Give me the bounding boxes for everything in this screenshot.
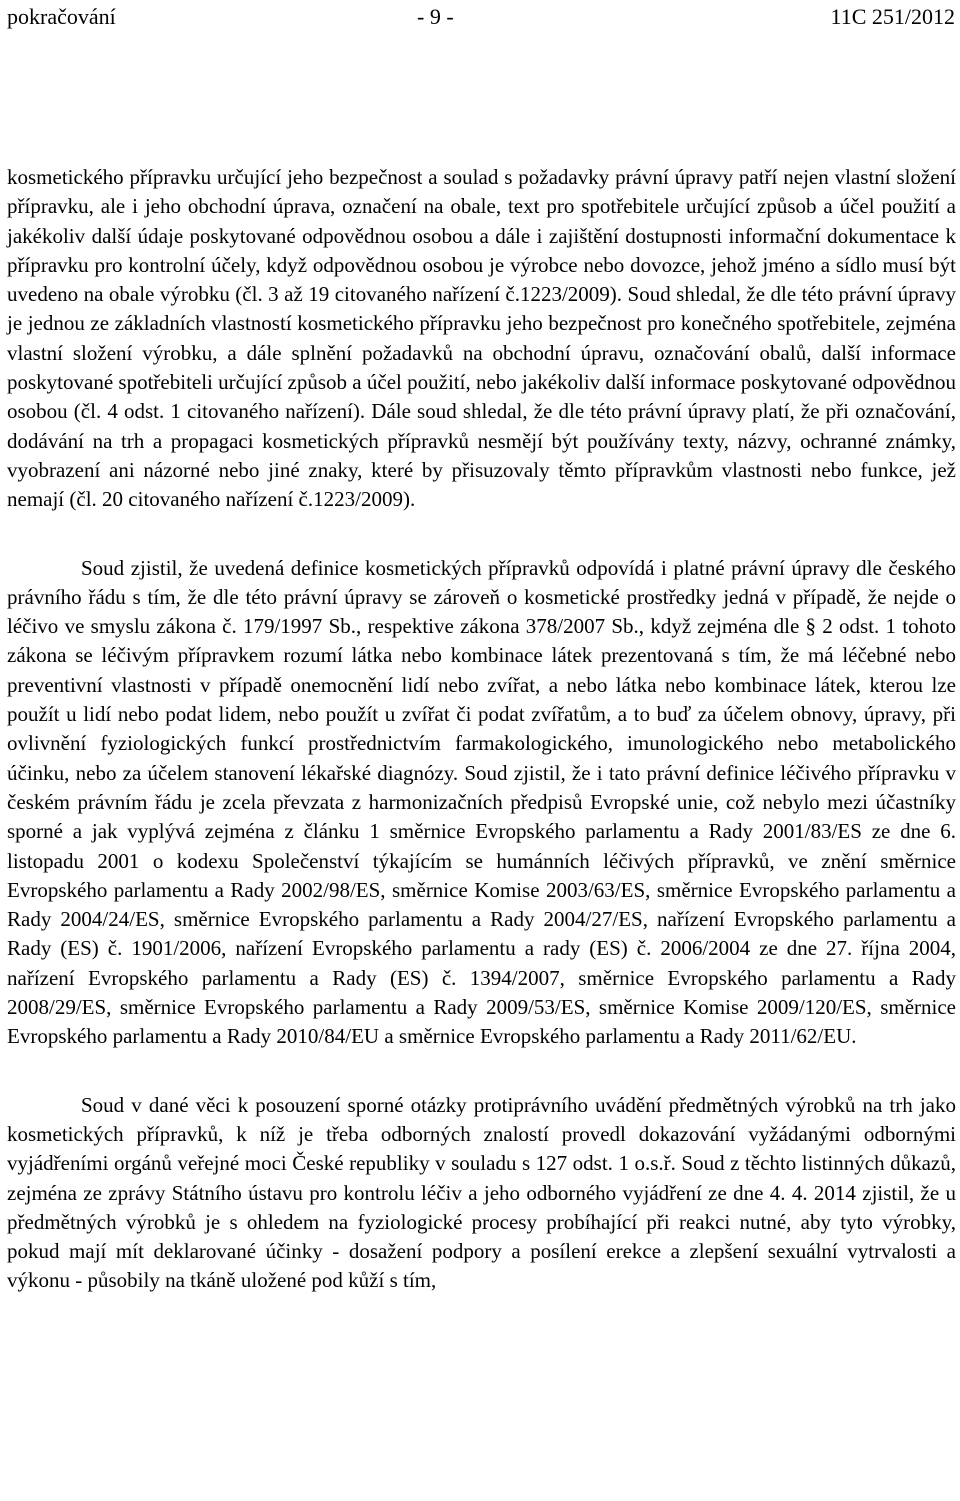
- page-header: [7, 2, 955, 32]
- header-continuation: pokračování: [7, 4, 116, 29]
- case-number: 11C 251/2012: [830, 4, 955, 29]
- document-body: [7, 163, 956, 1296]
- paragraph-1: kosmetického přípravku určující jeho bezpečnost a soulad s požadavky právní úpravy patří nejen vlastní složení přípravku, ale i jeho obchodní úprava, označení na obale, text pro spotřebitele určující způsob a účel použití a jakékoliv další údaje poskytované odpovědnou osobou a dále i zajištění dostupnosti informační dokumentace k přípravku pro kontrolní účely, když odpovědnou osobou je výrobce nebo dovozce, jehož jméno a sídlo musí být uvedeno na obale výrobku (čl. 3 až 19 citovaného nařízení č.1223/2009). Soud shledal, že dle této právní úpravy je jednou ze základních vlastností kosmetického přípravku jeho bezpečnost pro konečného spotřebitele, zejména vlastní složení výrobku, a dále splnění požadavků na obchodní úpravu, označování obalů, další informace poskytované spotřebiteli určující způsob a účel použití, nebo jakékoliv další informace poskytované odpovědnou osobou (čl. 4 odst. 1 citovaného nařízení). Dále soud shledal, že dle této právní úpravy platí, že při označování, dodávání na trh a propagaci kosmetických přípravků nesmějí být používány texty, názvy, ochranné známky, vyobrazení ani názorné nebo jiné znaky, které by přisuzovaly těmto přípravkům vlastnosti nebo funkce, jež nemají (čl. 20 citovaného nařízení č.1223/2009).: [7, 165, 956, 512]
- paragraph-2: Soud zjistil, že uvedená definice kosmetických přípravků odpovídá i platné právní úpravy dle českého právního řádu s tím, že dle této právní úpravy se zároveň o kosmetické prostředky jedná v případě, že nejde o léčivo ve smyslu zákona č. 179/1997 Sb., respektive zákona 378/2007 Sb., když zejména dle § 2 odst. 1 tohoto zákona se léčivým přípravkem rozumí látka nebo kombinace látek prezentovaná s tím, že má léčebné nebo preventivní vlastnosti v případě onemocnění lidí nebo zvířat, a nebo látka nebo kombinace látek, kterou lze použít u lidí nebo podat lidem, nebo použít u zvířat či podat zvířatům, a to buď za účelem obnovy, úpravy, při ovlivnění fyziologických funkcí prostřednictvím farmakologického, imunologického nebo metabolického účinku, nebo za účelem stanovení lékařské diagnózy. Soud zjistil, že i tato právní definice léčivého přípravku v českém právním řádu je zcela převzata z harmonizačních předpisů Evropské unie, což nebylo mezi účastníky sporné a jak vyplývá zejména z článku 1 směrnice Evropského parlamentu a Rady 2001/83/ES ze dne 6. listopadu 2001 o kodexu Společenství týkajícím se humánních léčivých přípravků, ve znění směrnice Evropského parlamentu a Rady 2002/98/ES, směrnice Komise 2003/63/ES, směrnice Evropského parlamentu a Rady 2004/24/ES, směrnice Evropského parlamentu a Rady 2004/27/ES, nařízení Evropského parlamentu a Rady (ES) č. 1901/2006, nařízení Evropského parlamentu a rady (ES) č. 2006/2004 ze dne 27. října 2004, nařízení Evropského parlamentu a Rady (ES) č. 1394/2007, směrnice Evropského parlamentu a Rady 2008/29/ES, směrnice Evropského parlamentu a Rady 2009/53/ES, směrnice Komise 2009/120/ES, směrnice Evropského parlamentu a Rady 2010/84/EU a směrnice Evropského parlamentu a Rady 2011/62/EU.: [7, 555, 956, 1049]
- page-number: - 9 -: [417, 4, 454, 29]
- paragraph-3: Soud v dané věci k posouzení sporné otázky protiprávního uvádění předmětných výrobků na trh jako kosmetických přípravků, k níž je třeba odborných znalostí provedl dokazování vyžádanými odbornými vyjádřeními orgánů veřejné moci České republiky v souladu s 127 odst. 1 o.s.ř. Soud z těchto listinných důkazů, zejména ze zprávy Státního ústavu pro kontrolu léčiv a jeho odborného vyjádření ze dne 4. 4. 2014 zjistil, že u předmětných výrobků je s ohledem na fyziologické procesy probíhající při reakci nutné, aby tyto výrobky, pokud mají mít deklarované účinky - dosažení podpory a posílení erekce a zlepšení sexuální vytrvalosti a výkonu - působily na tkáně uložené pod kůží s tím,: [7, 1092, 956, 1293]
